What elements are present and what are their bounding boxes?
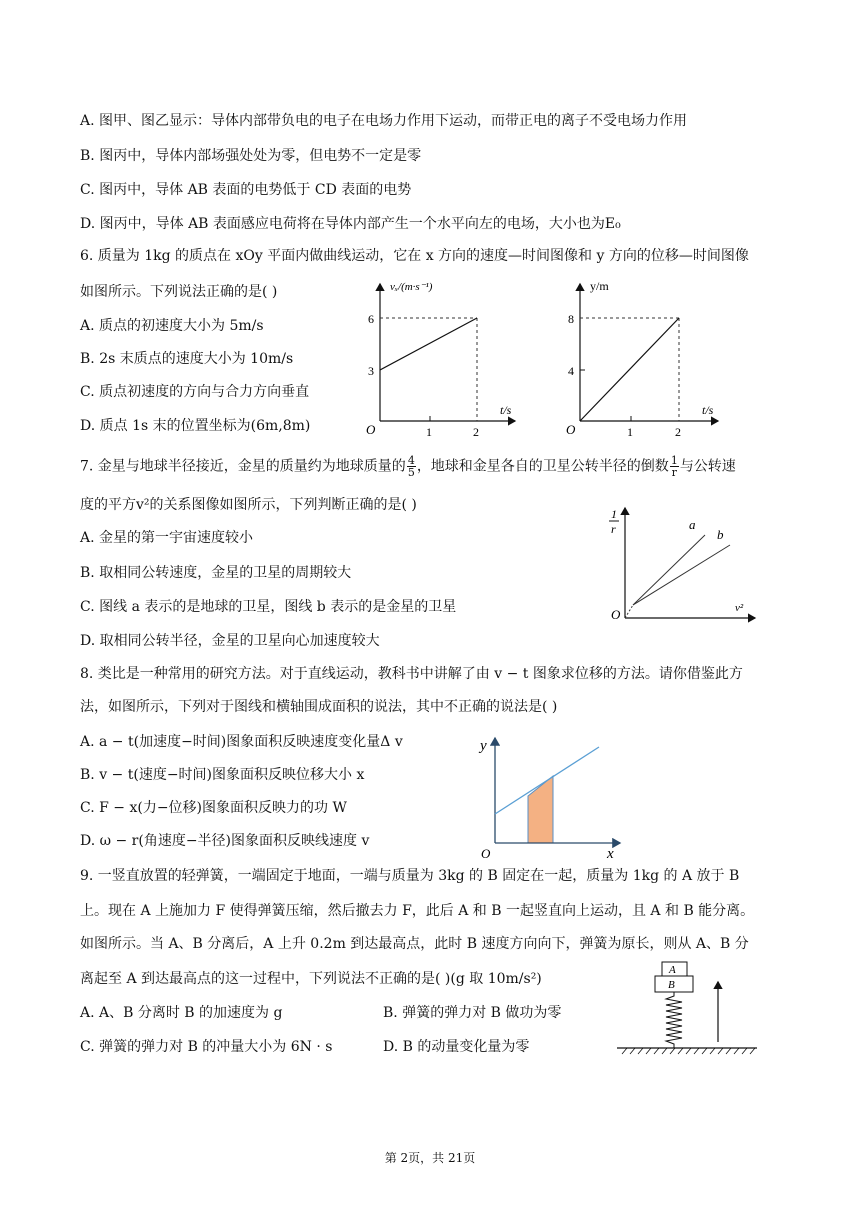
q9-stem-line2: 上。现在 A 上施加力 F 使得弹簧压缩，然后撤去力 F，此后 A 和 B 一起竖直向上运动，且 A 和 B 能分离。 — [80, 903, 755, 919]
vx-ytick-3: 3 — [368, 364, 374, 378]
q7-option-b: B. 取相同公转速度，金星的卫星的周期较大 — [80, 565, 352, 581]
q8-stem-line1: 8. 类比是一种常用的研究方法。对于直线运动，教科书中讲解了由 v − t 图象求位移的方法。请你借鉴此方 — [80, 666, 743, 682]
q9-option-a: A. A、B 分离时 B 的加速度为 g — [80, 1005, 283, 1021]
q9-stem-line4: 离起至 A 到达最高点的这一过程中，下列说法不正确的是( )(g 取 10m/s²) — [80, 971, 542, 987]
q7-fraction — [407, 455, 416, 478]
q7-fraction2-den: r — [671, 466, 677, 479]
q7-fraction-den: 5 — [407, 466, 415, 479]
y-ytick-8: 8 — [568, 312, 574, 326]
vx-data-line — [380, 318, 477, 370]
q7-fraction-r — [670, 455, 679, 478]
q8-option-a: A. a − t(加速度−时间)图象面积反映速度变化量Δ v — [80, 734, 403, 750]
y-xtick-1: 1 — [627, 425, 633, 439]
q6-option-c: C. 质点初速度的方向与合力方向垂直 — [80, 384, 310, 400]
q7-fraction-num: 4 — [407, 454, 415, 467]
q7-stem-line2: 度的平方v²的关系图像如图所示，下列判断正确的是( ) — [80, 497, 417, 513]
q9-stem-line1: 9. 一竖直放置的轻弹簧，一端固定于地面，一端与质量为 3kg 的 B 固定在一起，质量为 1kg 的 A 放于 B — [80, 868, 740, 884]
q7-fraction2-num: 1 — [670, 454, 678, 467]
q7-text-mid: ，地球和金星各自的卫星公转半径的倒数 — [416, 458, 669, 475]
y-x-label: t/s — [702, 403, 714, 417]
vx-xtick-1: 1 — [426, 425, 432, 439]
y-ytick-4: 4 — [568, 364, 574, 378]
q6-option-b: B. 2s 末质点的速度大小为 10m/s — [80, 351, 294, 367]
vx-origin: O — [366, 422, 376, 437]
block-a-label: A — [669, 964, 676, 976]
q7-graph — [605, 505, 770, 630]
q7-line-b — [633, 545, 730, 605]
q8-shaded-area — [528, 776, 553, 843]
q9-option-c: C. 弹簧的弹力对 B 的冲量大小为 6N · s — [80, 1039, 333, 1055]
block-b-label: B — [668, 979, 675, 991]
vx-xtick-2: 2 — [473, 425, 479, 439]
q7-option-a: A. 金星的第一宇宙速度较小 — [80, 530, 254, 546]
y-t-graph — [560, 276, 725, 441]
q7-text-post: 与公转速 — [679, 458, 736, 475]
q8-graph — [475, 732, 625, 862]
q8-origin: O — [481, 846, 491, 861]
q7-label-b: b — [717, 527, 724, 542]
y-origin: O — [566, 422, 576, 437]
q7-x-label: v² — [735, 602, 744, 614]
q9-option-b: B. 弹簧的弹力对 B 做功为零 — [383, 1005, 562, 1021]
q7-line-a — [633, 535, 705, 605]
ground-hatch — [622, 1048, 755, 1054]
vx-x-label: t/s — [500, 403, 512, 417]
vx-y-label: vₓ/(m·s⁻¹) — [390, 281, 433, 293]
q9-option-d: D. B 的动量变化量为零 — [383, 1039, 530, 1055]
vx-ytick-6: 6 — [368, 312, 374, 326]
q7-origin: O — [611, 607, 621, 622]
q6-option-a: A. 质点的初速度大小为 5m/s — [80, 318, 264, 334]
q8-x-label: x — [607, 846, 614, 862]
q8-option-c: C. F − x(力−位移)图象面积反映力的功 W — [80, 800, 347, 816]
q7-option-c: C. 图线 a 表示的是地球的卫星，图线 b 表示的是金星的卫星 — [80, 599, 457, 615]
q5-option-b: B. 图丙中，导体内部场强处处为零，但电势不一定是零 — [80, 148, 422, 164]
q5-option-c: C. 图丙中，导体 AB 表面的电势低于 CD 表面的电势 — [80, 182, 412, 198]
q7-option-d: D. 取相同公转半径，金星的卫星向心加速度较大 — [80, 633, 380, 649]
q7-text-pre: 7. 金星与地球半径接近，金星的质量约为地球质量的 — [80, 458, 406, 475]
q6-option-d: D. 质点 1s 末的位置坐标为(6m,8m) — [80, 418, 311, 434]
q9-stem-line3: 如图所示。当 A、B 分离后，A 上升 0.2m 到达最高点，此时 B 速度方向向下，弹簧为原长，则从 A、B 分 — [80, 936, 749, 952]
q5-option-d: D. 图丙中，导体 AB 表面感应电荷将在导体内部产生一个水平向左的电场，大小也为E₀ — [80, 216, 621, 232]
q8-option-d: D. ω − r(角速度−半径)图象面积反映线速度 v — [80, 833, 370, 849]
q8-y-label: y — [480, 738, 487, 754]
q7-y-label-den: r — [611, 522, 616, 536]
q8-option-b: B. v − t(速度−时间)图象面积反映位移大小 x — [80, 767, 365, 783]
page-footer: 第 2页，共 21页 — [384, 1151, 476, 1165]
y-data-line — [580, 318, 679, 421]
spring-coil — [666, 992, 682, 1048]
q7-label-a: a — [689, 517, 696, 532]
vx-t-graph — [360, 276, 525, 441]
q8-stem-line2: 法，如图所示，下列对于图线和横轴围成面积的说法，其中不正确的说法是( ) — [80, 699, 558, 715]
q7-y-label-num: 1 — [611, 507, 617, 521]
q5-option-a: A. 图甲、图乙显示：导体内部带负电的电子在电场力作用下运动，而带正电的离子不受电场力作用 — [80, 113, 688, 129]
spring-figure — [612, 958, 762, 1060]
q7-stem-line1 — [80, 455, 736, 478]
q6-stem-line1: 6. 质量为 1kg 的质点在 xOy 平面内做曲线运动，它在 x 方向的速度—时间图像和 y 方向的位移—时间图像 — [80, 248, 749, 264]
q6-stem-line2: 如图所示。下列说法正确的是( ) — [80, 284, 278, 300]
y-y-label: y/m — [590, 279, 609, 293]
y-xtick-2: 2 — [675, 425, 681, 439]
